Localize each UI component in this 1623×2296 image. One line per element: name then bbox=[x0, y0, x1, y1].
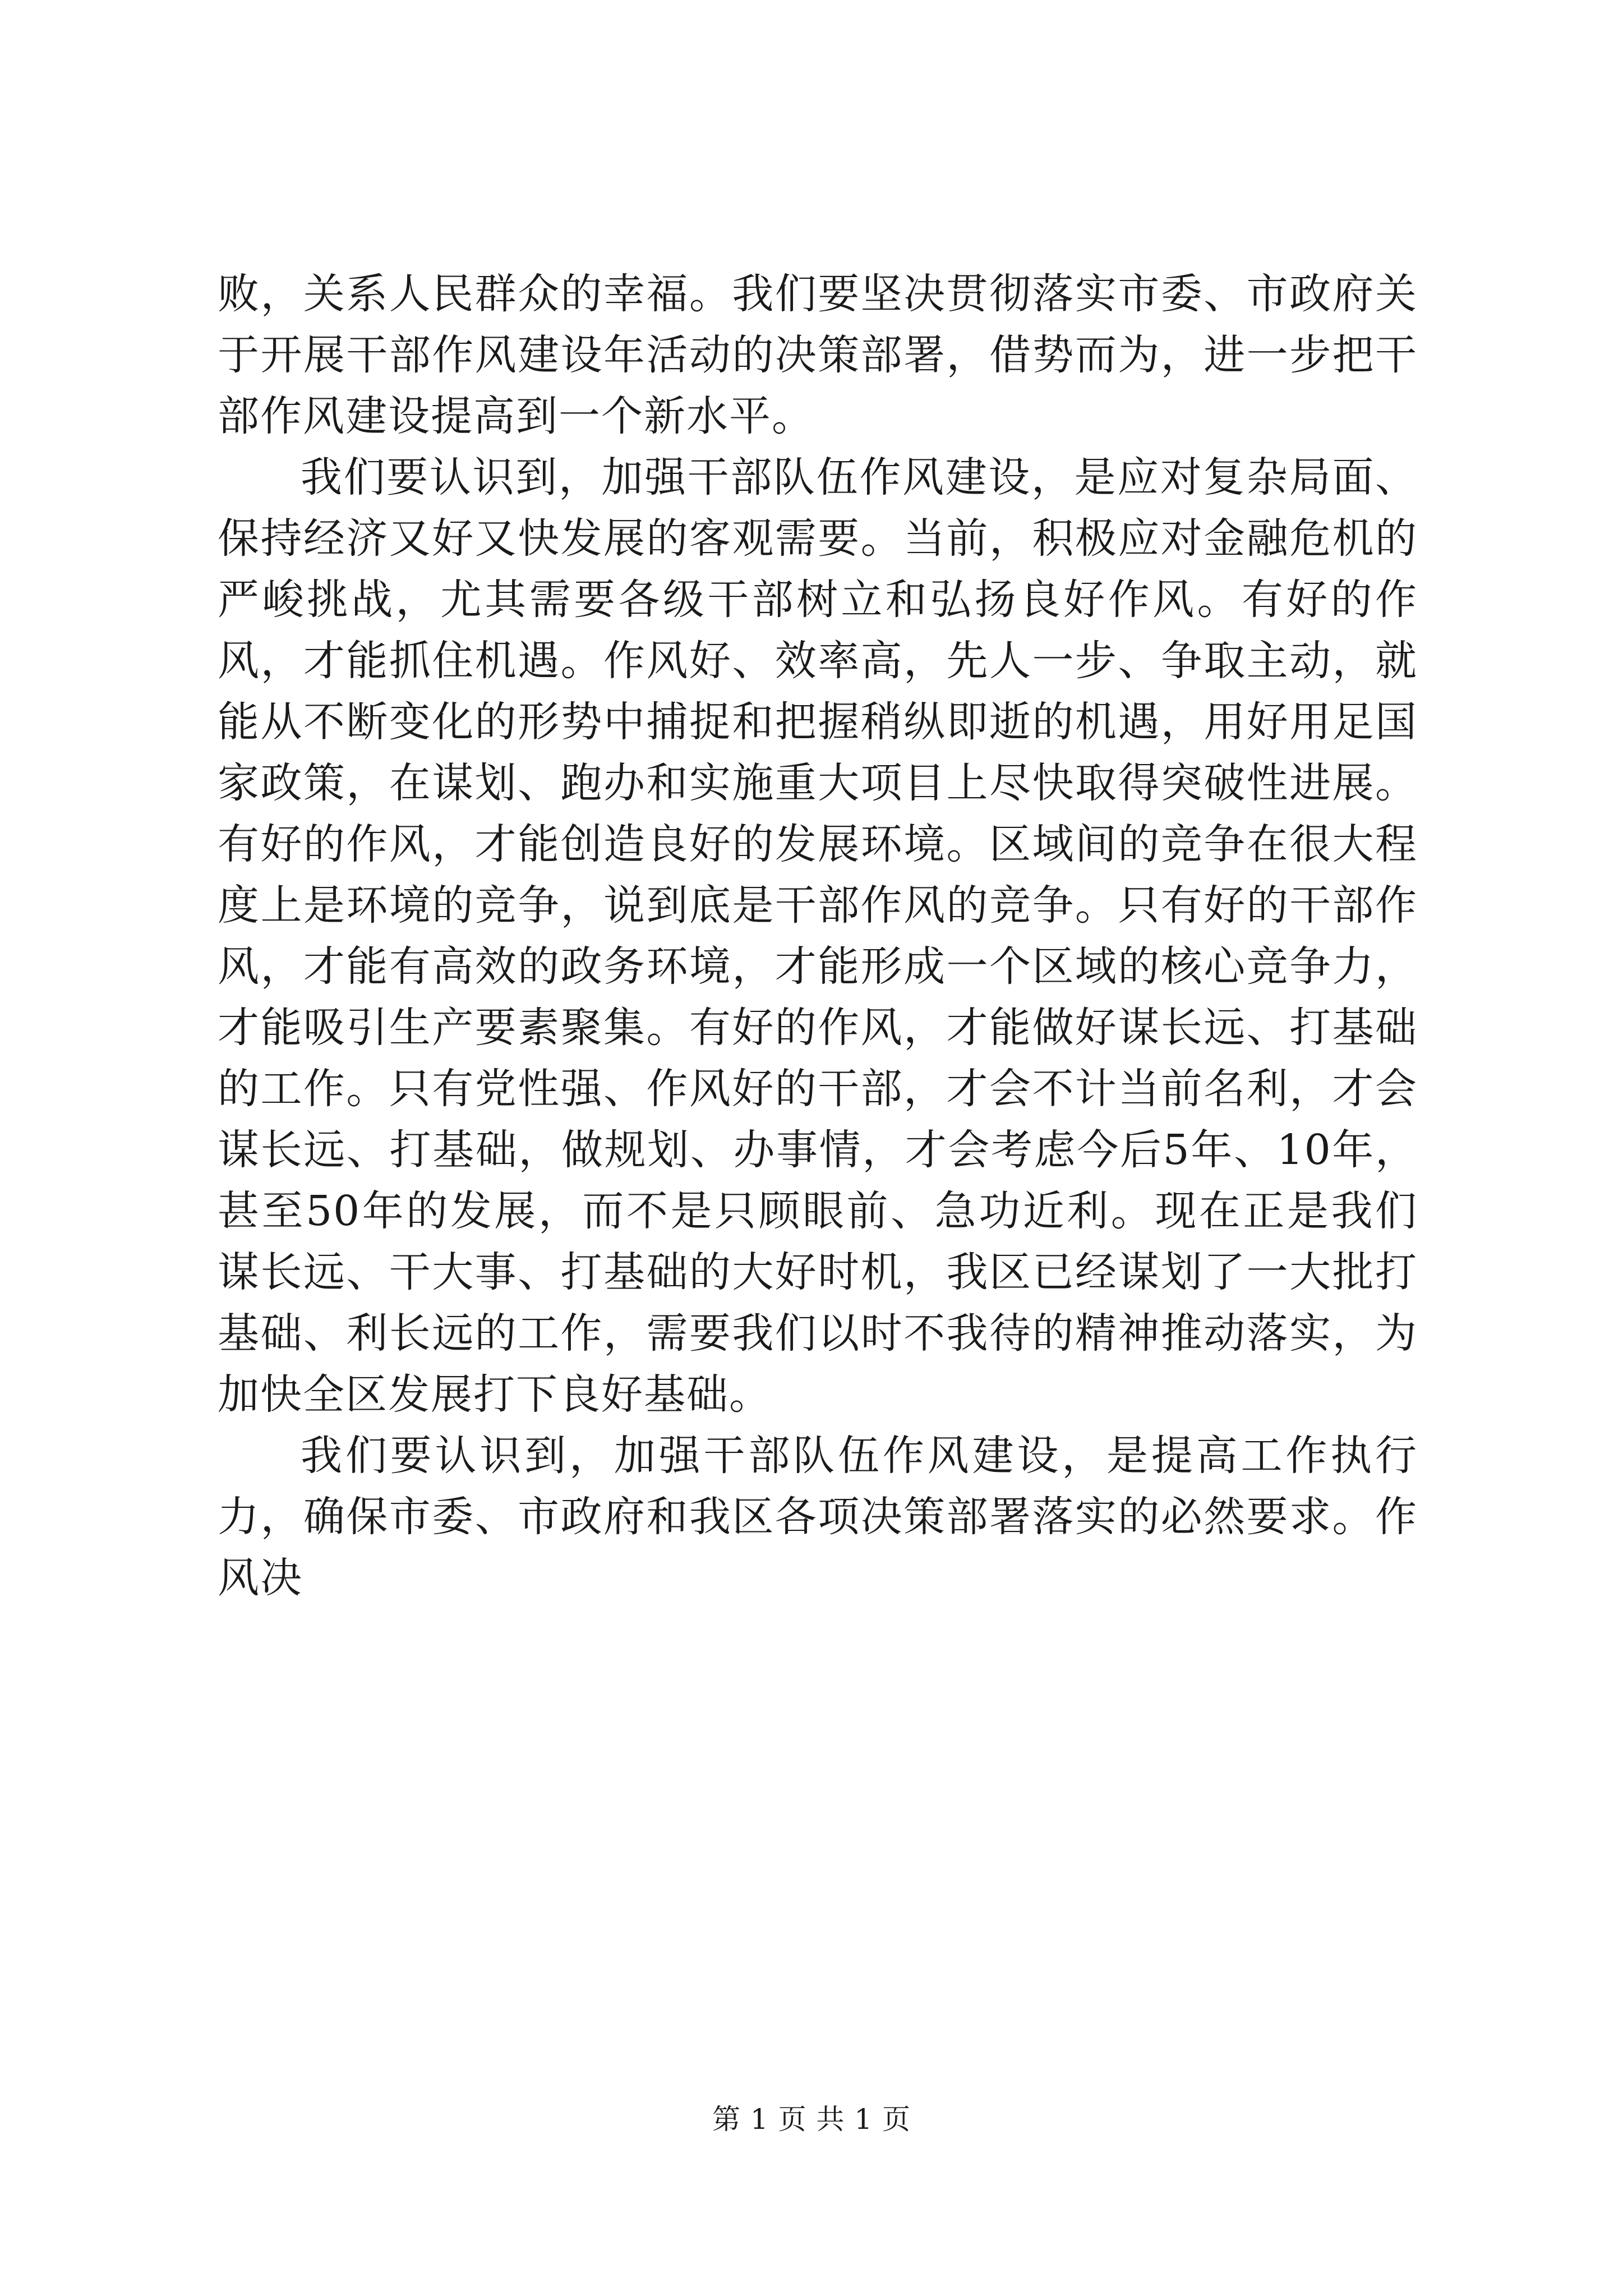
page-footer: 第 1 页 共 1 页 bbox=[712, 2103, 911, 2136]
paragraph-3: 我们要认识到，加强干部队伍作风建设，是提高工作执行力，确保市委、市政府和我区各项决策部署落实的必然要求。作风决 bbox=[218, 1432, 1418, 1602]
paragraph-2: 我们要认识到，加强干部队伍作风建设，是应对复杂局面、保持经济又好又快发展的客观需要。当前，积极应对金融危机的严峻挑战，尤其需要各级干部树立和弘扬良好作风。有好的作风，才能抓住机遇。作风好、效率高，先人一步、争取主动，就能从不断变化的形势中捕捉和把握稍纵即逝的机遇，用好用足国家政策，在谋划、跑办和实施重大项目上尽快取得突破性进展。有好的作风，才能创造良好的发展环境。区域间的竞争在很大程度上是环境的竞争，说到底是干部作风的竞争。只有好的干部作风，才能有高效的政务环境，才能形成一个区域的核心竞争力，才能吸引生产要素聚集。有好的作风，才能做好谋长远、打基础的工作。只有党性强、作风好的干部，才会不计当前名利，才会谋长远、打基础，做规划、办事情，才会考虑今后5年、10年，甚至50年的发展，而不是只顾眼前、急功近利。现在正是我们谋长远、干大事、打基础的大好时机，我区已经谋划了一大批打基础、利长远的工作，需要我们以时不我待的精神推动落实，为加快全区发展打下良好基础。 bbox=[218, 453, 1418, 1419]
document-body bbox=[218, 264, 1418, 1609]
paragraph-1: 败，关系人民群众的幸福。我们要坚决贯彻落实市委、市政府关于开展干部作风建设年活动的决策部署，借势而为，进一步把干部作风建设提高到一个新水平。 bbox=[218, 270, 1418, 440]
